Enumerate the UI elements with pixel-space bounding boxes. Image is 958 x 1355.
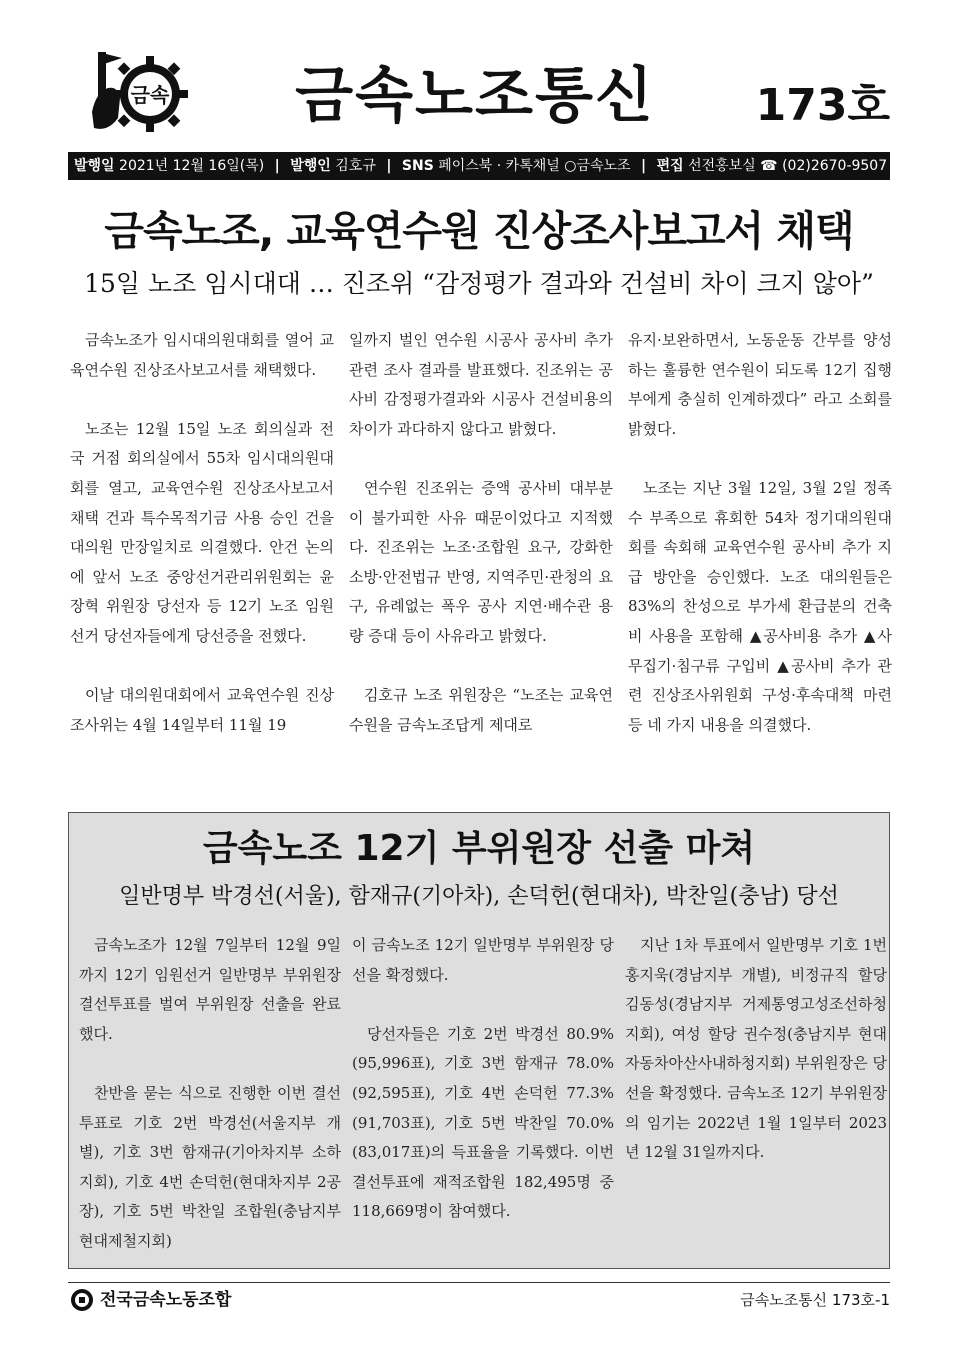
- union-emblem-icon: [88, 48, 196, 140]
- paragraph: 김호규 노조 위원장은 “노조는 교육연수원을 금속노조답게 제대로: [349, 686, 613, 734]
- date-value: 2021년 12월 16일(목): [119, 158, 265, 174]
- publisher-value: 김호규: [335, 158, 376, 174]
- article-column-3: [628, 326, 892, 740]
- footer-page-number: 금속노조통신 173호-1: [740, 1291, 890, 1309]
- union-emblem-icon: [70, 1288, 94, 1312]
- vice-chair-election-box: [68, 812, 890, 1269]
- box-subhead: 일반명부 박경선(서울), 함재규(기아차), 손덕헌(현대차), 박찬일(충남) 당선: [119, 884, 839, 909]
- editor-value: 선전홍보실: [688, 158, 756, 174]
- paragraph: 노조는 12월 15일 노조 회의실과 전국 거점 회의실에서 55차 임시대의원대회를 열고, 교육연수원 진상조사보고서 채택 건과 특수목적기금 사용 승인 건을 대의원 만장일치로 의결했다. 안건 논의에 앞서 노조 중앙선거관리위원회는 윤장혁 위원장 당선자 등 12기 노조 임원선거 당선자들에게 당선증을 전했다.: [70, 419, 334, 645]
- paragraph: 지난 1차 투표에서 일반명부 기호 1번 홍지욱(경남지부 개별), 비정규직 할당 김동성(경남지부 거제통영고성조선하청지회), 여성 할당 권수정(충남지부 현대자동차아산사내하청지회) 부위원장은 당선을 확정했다. 금속노조 12기 부위원장의 임기는 2022년 1월 1일부터 2023년 12월 31일까지다.: [625, 936, 887, 1162]
- sns-label: SNS: [401, 158, 434, 174]
- article-headline: 금속노조, 교육연수원 진상조사보고서 채택: [104, 207, 854, 255]
- footer-organization: 전국금속노동조합: [100, 1290, 232, 1310]
- paragraph: 유지·보완하면서, 노동운동 간부를 양성하는 훌륭한 연수원이 되도록 12기 집행부에게 충실히 인계하겠다” 라고 소회를 밝혔다.: [628, 331, 892, 438]
- article-column-1: [70, 326, 334, 740]
- box-column-2: [352, 931, 614, 1227]
- editor-label: 편집: [656, 158, 684, 174]
- box-column-3: [625, 931, 887, 1168]
- paragraph: 금속노조가 임시대의원대회를 열어 교육연수원 진상조사보고서를 채택했다.: [70, 331, 334, 379]
- telephone-icon: ☎: [760, 158, 778, 174]
- sns-value: 페이스북 · 카톡채널 ○금속노조: [438, 158, 631, 174]
- article-subhead: 15일 노조 임시대대 … 진조위 “감정평가 결과와 건설비 차이 크지 않아”: [84, 269, 874, 298]
- svg-text:금속: 금속: [130, 83, 170, 107]
- separator: |: [274, 158, 280, 174]
- masthead-title: 금속노조통신: [295, 61, 655, 131]
- paragraph: 일까지 벌인 연수원 시공사 공사비 추가 관련 조사 결과를 발표했다. 진조위는 공사비 감정평가결과와 시공사 건설비용의 차이가 과다하지 않다고 밝혔다.: [349, 331, 613, 438]
- footer-divider: [68, 1282, 890, 1283]
- separator: |: [386, 158, 392, 174]
- paragraph: 찬반을 묻는 식으로 진행한 이번 결선투표로 기호 2번 박경선(서울지부 개별), 기호 3번 함재규(기아차지부 소하지회), 기호 4번 손덕헌(현대차지부 2공장), 기호 5번 박찬일 조합원(충남지부 현대제철지회): [79, 1083, 341, 1250]
- box-headline: 금속노조 12기 부위원장 선출 마쳐: [202, 828, 756, 869]
- paragraph: 노조는 지난 3월 12일, 3월 2일 정족수 부족으로 휴회한 54차 정기대의원대회를 속회해 교육연수원 공사비 추가 지급 방안을 승인했다. 노조 대의원들은 83%의 찬성으로 부가세 환급분의 건축비 사용을 포함해 ▲공사비용 추가 ▲사무집기·침구류 구입비 ▲공사비 추가 관련 진상조사위원회 구성·후속대책 마련 등 네 가지 내용을 의결했다.: [628, 478, 892, 734]
- paragraph: 당선자들은 기호 2번 박경선 80.9%(95,996표), 기호 3번 함재규 78.0%(92,595표), 기호 4번 손덕헌 77.3%(91,703표), 기호 5번 박찬일 70.0%(83,017표)의 득표율을 기록했다. 이번 결선투표에 재적조합원 182,495명 중 118,669명이 참여했다.: [352, 1024, 614, 1221]
- article-column-2: [349, 326, 613, 740]
- publication-info-bar: [68, 152, 890, 180]
- paragraph: 이날 대의원대회에서 교육연수원 진상조사위는 4월 14일부터 11월 19: [70, 686, 334, 734]
- date-label: 발행일: [74, 158, 115, 174]
- paragraph: 금속노조가 12월 7일부터 12월 9일까지 12기 임원선거 일반명부 부위원장 결선투표를 벌여 부위원장 선출을 완료했다.: [79, 936, 341, 1043]
- issue-number: 173호: [755, 80, 890, 131]
- paragraph: 연수원 진조위는 증액 공사비 대부분이 불가피한 사유 때문이었다고 지적했다. 진조위는 노조·조합원 요구, 강화한 소방·안전법규 반영, 지역주민·관청의 요구, 유례없는 폭우 공사 지연·배수관 용량 증대 등이 사유라고 밝혔다.: [349, 478, 613, 645]
- box-column-1: [79, 931, 341, 1257]
- separator: |: [641, 158, 647, 174]
- paragraph: 이 금속노조 12기 일반명부 부위원장 당선을 확정했다.: [352, 936, 614, 984]
- phone-value: (02)2670-9507: [782, 158, 888, 174]
- publisher-label: 발행인: [290, 158, 331, 174]
